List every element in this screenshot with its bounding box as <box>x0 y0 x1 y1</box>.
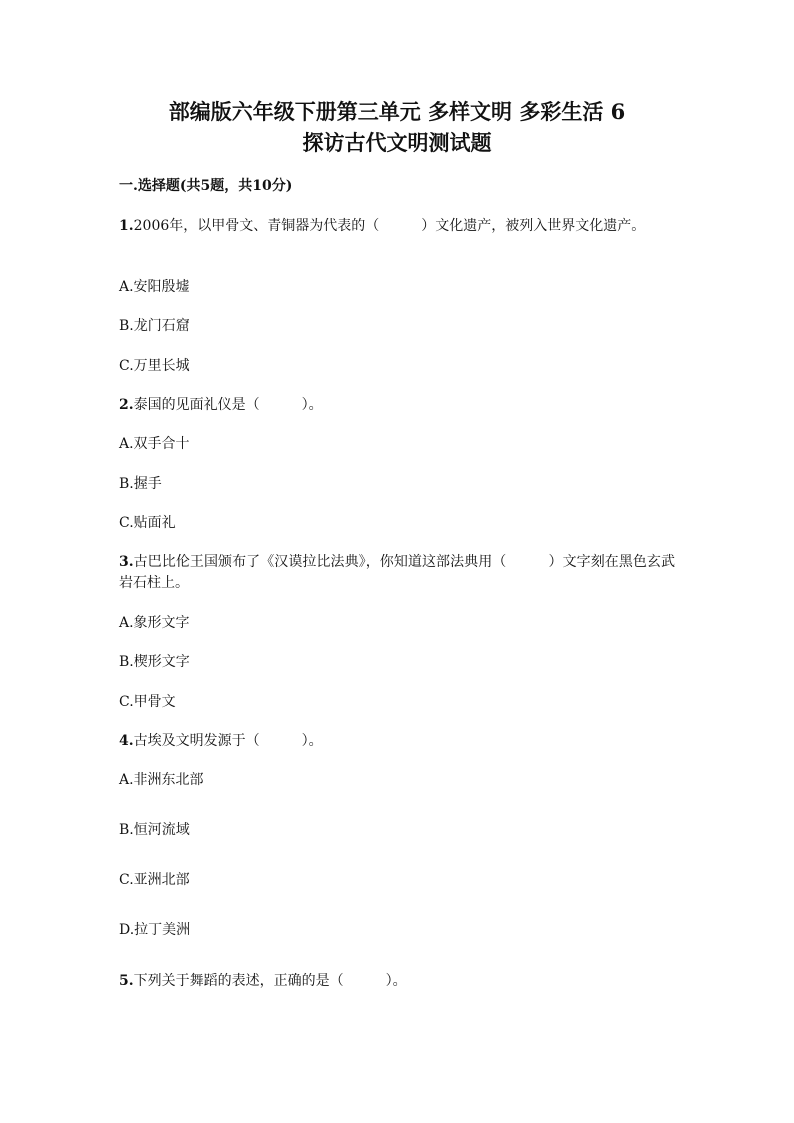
question-number: 2. <box>119 397 134 413</box>
question-1-option-a: A.安阳殷墟 <box>119 279 190 295</box>
section-heading: 一.选择题(共5题，共10分) <box>119 178 293 194</box>
question-text: 古埃及文明发源于（ ）。 <box>133 733 323 749</box>
question-3-option-c: C.甲骨文 <box>119 694 176 710</box>
document-title <box>100 96 694 158</box>
question-number: 4. <box>119 733 134 749</box>
question-3-option-a: A.象形文字 <box>119 615 190 631</box>
question-2 <box>119 395 675 416</box>
question-2-option-c: C.贴面礼 <box>119 515 176 531</box>
question-4-option-d: D.拉丁美洲 <box>119 922 191 938</box>
question-3 <box>119 552 675 594</box>
question-1-option-c: C.万里长城 <box>119 358 190 374</box>
question-2-option-b: B.握手 <box>119 476 162 492</box>
question-1 <box>119 216 675 237</box>
question-text: 泰国的见面礼仪是（ ）。 <box>133 397 323 413</box>
title-line-2: 探访古代文明测试题 <box>302 130 492 155</box>
question-4-option-b: B.恒河流域 <box>119 822 190 838</box>
question-number: 5. <box>119 973 134 989</box>
question-2-option-a: A.双手合十 <box>119 436 190 452</box>
question-text: 下列关于舞蹈的表述，正确的是（ ）。 <box>133 973 407 989</box>
question-text: 2006年，以甲骨文、青铜器为代表的（ ）文化遗产，被列入世界文化遗产。 <box>133 218 646 234</box>
question-4-option-a: A.非洲东北部 <box>119 772 204 788</box>
question-1-option-b: B.龙门石窟 <box>119 318 190 334</box>
question-4 <box>119 731 675 752</box>
question-3-option-b: B.楔形文字 <box>119 654 190 670</box>
question-text: 古巴比伦王国颁布了《汉谟拉比法典》，你知道这部法典用（ ）文字刻在黑色玄武岩石柱上。 <box>119 554 675 591</box>
question-number: 1. <box>119 218 134 234</box>
question-5 <box>119 971 675 992</box>
question-number: 3. <box>119 554 134 570</box>
question-4-option-c: C.亚洲北部 <box>119 872 190 888</box>
title-line-1: 部编版六年级下册第三单元 多样文明 多彩生活 6 <box>168 99 626 124</box>
